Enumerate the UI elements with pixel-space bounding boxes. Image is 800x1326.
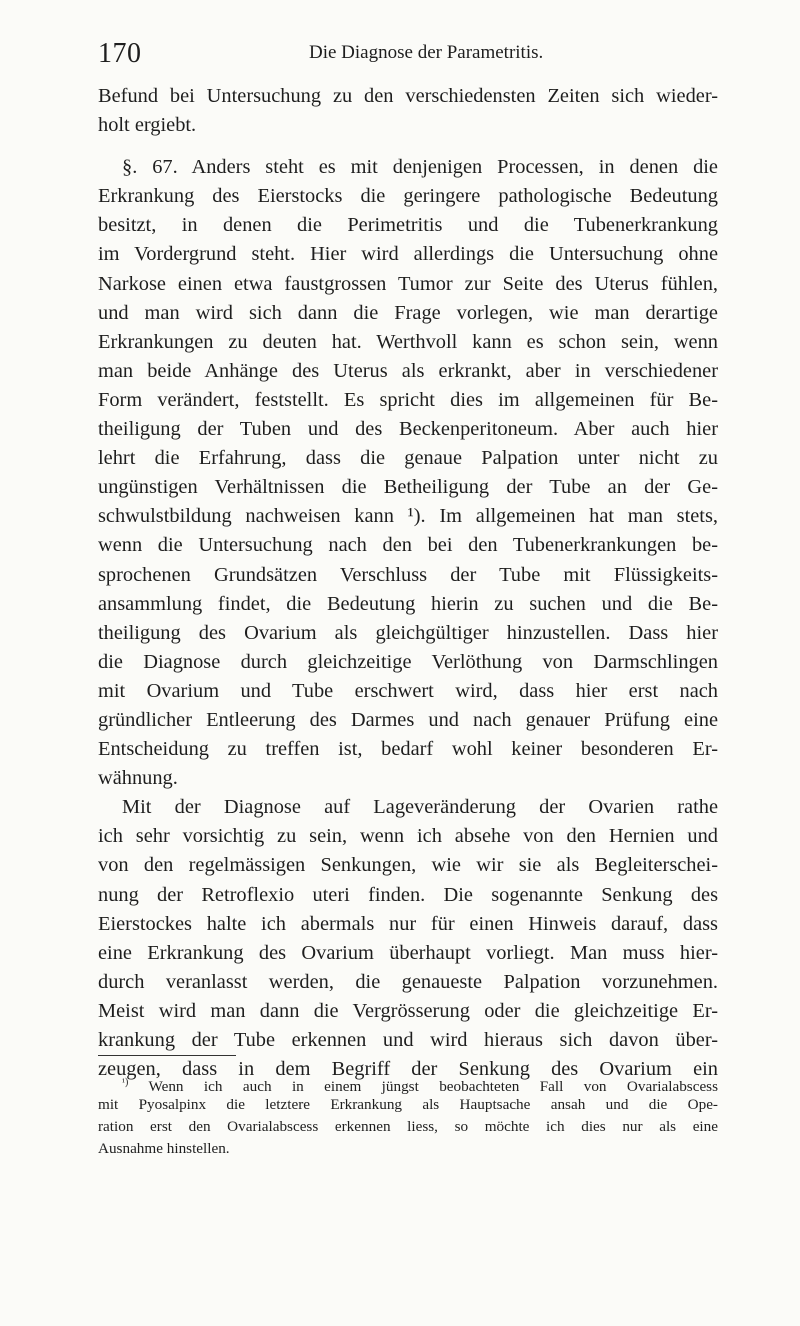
footnote-line: mit Pyosalpinx die letztere Erkrankung als Hauptsache ansah und die Ope-	[98, 1096, 718, 1113]
text-line: lehrt die Erfahrung, dass die genaue Palpation unter nicht zu	[98, 447, 718, 470]
text-line: Erkrankung des Eierstocks die geringere pathologische Bedeutung	[98, 185, 718, 208]
text-line: Mit der Diagnose auf Lageveränderung der Ovarien rathe	[122, 796, 718, 819]
text-line: schwulstbildung nachweisen kann ¹). Im allgemeinen hat man stets,	[98, 505, 718, 528]
footnote-line: Ausnahme hinstellen.	[98, 1140, 230, 1157]
footnote-mark: ¹)	[122, 1077, 129, 1088]
text-line: eine Erkrankung des Ovarium überhaupt vorliegt. Man muss hier-	[98, 941, 718, 964]
text-line: ich sehr vorsichtig zu sein, wenn ich absehe von den Hernien und	[98, 825, 718, 848]
footnote-divider	[98, 1055, 236, 1056]
footnote	[98, 1072, 718, 1160]
running-head	[98, 38, 718, 68]
text-line: zeugen, dass in dem Begriff der Senkung des Ovarium ein	[98, 1058, 718, 1081]
text-line: und man wird sich dann die Frage vorlegen, wie man derartige	[98, 301, 718, 324]
text-line: Eierstockes halte ich abermals nur für einen Hinweis darauf, dass	[98, 912, 718, 935]
text-line: sprochenen Grundsätzen Verschluss der Tube mit Flüssigkeits-	[98, 563, 718, 586]
text-line: man beide Anhänge des Uterus als erkrankt, aber in verschiedener	[98, 359, 718, 382]
text-line: §. 67. Anders steht es mit denjenigen Processen, in denen die	[122, 156, 718, 179]
text-line: Befund bei Untersuchung zu den verschiedensten Zeiten sich wieder-	[98, 85, 718, 107]
text-line: besitzt, in denen die Perimetritis und die Tubenerkrankung	[98, 214, 718, 237]
text-line: Narkose einen etwa faustgrossen Tumor zur Seite des Uterus fühlen,	[98, 272, 718, 295]
footnote-line	[98, 1072, 718, 1094]
text-line: Erkrankungen zu deuten hat. Werthvoll kann es schon sein, wenn	[98, 330, 718, 353]
text-line: ansammlung findet, die Bedeutung hierin zu suchen und die Be-	[98, 592, 718, 615]
page-number: 170	[98, 38, 142, 69]
text-line: wenn die Untersuchung nach den bei den Tubenerkrankungen be-	[98, 534, 718, 557]
text-line: Form verändert, feststellt. Es spricht dies im allgemeinen für Be-	[98, 388, 718, 411]
text-line: die Diagnose durch gleichzeitige Verlöthung von Darmschlingen	[98, 650, 718, 673]
text-line: nung der Retroflexio uteri finden. Die sogenannte Senkung des	[98, 883, 718, 906]
text-line: Entscheidung zu treffen ist, bedarf wohl keiner besonderen Er-	[98, 738, 718, 761]
footnote-line: ration erst den Ovarialabscess erkennen liess, so möchte ich dies nur als eine	[98, 1118, 718, 1135]
text-line: krankung der Tube erkennen und wird hieraus sich davon über-	[98, 1029, 718, 1051]
text-line: theiligung der Tuben und des Beckenperitoneum. Aber auch hier	[98, 418, 718, 441]
footnote-text: Wenn ich auch in einem jüngst beobachteten Fall von Ovarialabscess	[148, 1078, 718, 1095]
text-line: theiligung des Ovarium als gleichgültiger hinzustellen. Dass hier	[98, 621, 718, 644]
text-line: Meist wird man dann die Vergrösserung oder die gleichzeitige Er-	[98, 999, 718, 1022]
text-line: mit Ovarium und Tube erschwert wird, dass hier erst nach	[98, 679, 718, 702]
running-title: Die Diagnose der Parametritis.	[309, 42, 544, 63]
paragraph-gap	[98, 140, 718, 153]
text-line: durch veranlasst werden, die genaueste Palpation vorzunehmen.	[98, 970, 718, 993]
text-line: gründlicher Entleerung des Darmes und nach genauer Prüfung eine	[98, 708, 718, 731]
text-line: ungünstigen Verhältnissen die Betheiligung der Tube an der Ge-	[98, 476, 718, 499]
text-line: holt ergiebt.	[98, 114, 197, 137]
body-text	[98, 82, 718, 1084]
text-line: von den regelmässigen Senkungen, wie wir sie als Begleiterschei-	[98, 854, 718, 877]
text-line: im Vordergrund steht. Hier wird allerdings die Untersuchung ohne	[98, 243, 718, 266]
text-line: wähnung.	[98, 767, 178, 790]
